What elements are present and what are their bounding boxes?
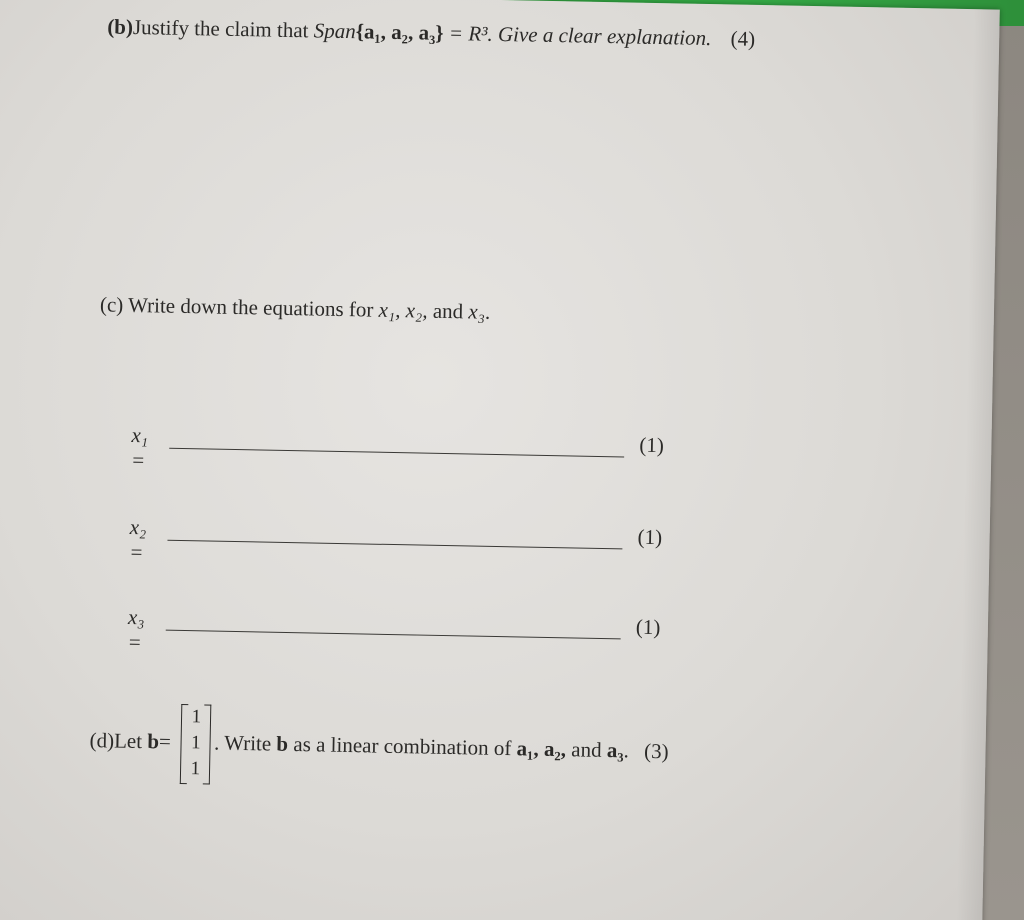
answer-blank-x3[interactable] xyxy=(166,630,621,640)
matrix-bracket-left xyxy=(179,704,188,784)
question-d-period: . xyxy=(623,738,630,763)
question-c-and: and xyxy=(427,298,469,324)
equation-var-x1: x₁ = xyxy=(130,422,149,473)
matrix-entry: 1 xyxy=(190,732,201,754)
equation-points-x2: (1) xyxy=(637,524,663,550)
question-d-equals: = xyxy=(158,729,172,754)
sheet-shadow xyxy=(956,9,1000,920)
answer-blank-x2[interactable] xyxy=(167,540,622,550)
question-d-vecs: a₁, a₂, xyxy=(516,736,567,762)
question-d-points: (3) xyxy=(643,738,669,764)
question-c-last: x₃ xyxy=(468,299,486,324)
question-d-mid: as a linear combination of xyxy=(287,731,517,761)
span-equals: = R³. xyxy=(443,20,499,46)
question-b-explain: Give a clear explanation. xyxy=(497,21,712,51)
question-d-last: a₃ xyxy=(606,737,624,763)
question-b-text: Justify the claim that xyxy=(132,14,314,43)
question-c-period: . xyxy=(484,299,491,324)
equation-var-x2: x₂ = xyxy=(129,514,147,565)
question-d-b: b xyxy=(147,729,160,754)
equation-var-x3: x₃ = xyxy=(127,604,145,655)
question-d-let: Let xyxy=(113,728,148,754)
question-c-text: Write down the equations for xyxy=(123,292,379,322)
question-d xyxy=(89,702,670,793)
answer-blank-x1[interactable] xyxy=(169,448,624,458)
equation-points-x1: (1) xyxy=(639,432,665,458)
matrix-bracket-right xyxy=(202,704,211,784)
span-set: {a₁, a₂, a₃} xyxy=(355,19,444,45)
question-d-and: and xyxy=(565,737,608,762)
vector-b-matrix xyxy=(179,704,211,785)
question-d-after: . Write xyxy=(213,730,277,756)
question-b-label: (b) xyxy=(107,14,134,39)
question-c-vars: x₁, x₂, xyxy=(378,297,428,323)
question-c xyxy=(100,292,491,324)
question-c-label: (c) xyxy=(99,292,124,317)
matrix-entry: 1 xyxy=(191,706,202,728)
question-d-label: (d) xyxy=(89,728,115,753)
matrix-entry: 1 xyxy=(190,758,201,780)
question-b xyxy=(107,14,755,51)
span-word: Span xyxy=(313,18,356,44)
question-b-points: (4) xyxy=(730,26,756,51)
question-d-b2: b xyxy=(276,731,289,756)
equation-points-x3: (1) xyxy=(635,614,661,640)
